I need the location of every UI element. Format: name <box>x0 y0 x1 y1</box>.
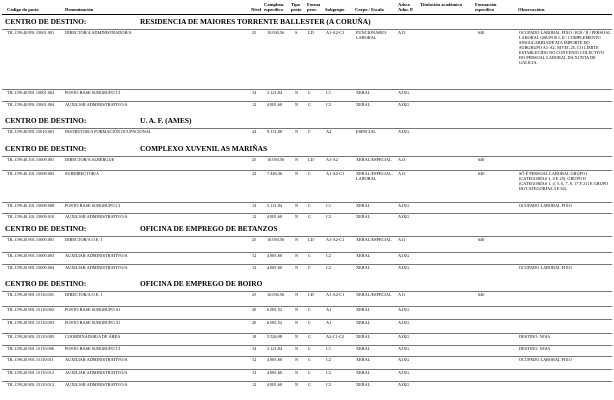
cell-den: AUXILIAR ADMINISTRATIVO/A <box>65 102 128 107</box>
cell-tipo: N <box>295 357 299 362</box>
cell-codigo: TIL.C99.20.901.15110.005 <box>7 334 54 339</box>
header-tipo-b: posto <box>291 7 302 12</box>
cell-tipo: N <box>295 265 299 270</box>
cell-forma: LD <box>308 237 314 242</box>
cell-codigo: TIL.C99.20.901.15110.001 <box>7 292 54 297</box>
header-rule <box>2 14 612 15</box>
cell-complem: 5.121,84 <box>267 90 283 95</box>
cell-adscr: A3XG <box>398 357 410 362</box>
header-formacion-b: específica <box>475 7 494 12</box>
cell-corpo: XERAL <box>356 90 371 95</box>
cell-nivel: 12 <box>252 382 257 387</box>
cell-subgrupo: C1 <box>326 346 332 351</box>
cell-corpo: XERAL <box>356 370 371 375</box>
table-row <box>0 171 614 191</box>
cell-den: POSTO BASE SUBGRUPO A1 <box>65 307 121 312</box>
table-row <box>0 265 614 273</box>
header-formacion-a: Formación <box>475 2 497 7</box>
cell-corpo: XERAL/ESPECIAL <box>356 292 392 297</box>
cell-nivel: 12 <box>252 102 257 107</box>
cell-den: POSTO BASE SUBGRUPO C1 <box>65 203 121 208</box>
table-row <box>0 292 614 300</box>
cell-forma: C <box>308 90 311 95</box>
cell-codigo: TIL.C99.40.101.15009.010 <box>7 214 55 219</box>
cell-adscr: A3XG <box>398 370 410 375</box>
centro-destino-heading <box>5 144 609 154</box>
cell-forma: C <box>308 171 311 176</box>
cell-obs: SÓ É PERSOAL LABORAL GRUPO I (CATEGORÍAS 1, 4 E 25), GRUPO II (CATEGORÍAS 1, 4, 5, 6, 7, 8, 17 E 21) E GRUPO III (CATEGORÍAS 4 E 62). <box>519 171 609 191</box>
cell-codigo: TIL.C99.20.901.15110.006 <box>7 346 54 351</box>
table-row <box>0 237 614 245</box>
header-nivel: Nivel <box>251 7 262 12</box>
centro-destino-name: COMPLEXO XUVENIL AS MARIÑAS <box>140 144 268 153</box>
cell-adscr: A3XG <box>398 203 410 208</box>
cell-tipo: N <box>295 171 299 176</box>
cell-corpo: XERAL/ESPECIAL <box>356 157 392 162</box>
cell-subgrupo: A1-A2-C1 <box>326 237 345 242</box>
cell-nivel: 20 <box>252 320 257 325</box>
cell-nivel: 12 <box>252 357 257 362</box>
table-row <box>0 30 614 65</box>
cell-nivel: 20 <box>252 307 257 312</box>
cell-forma: C <box>308 307 311 312</box>
cell-subgrupo: C2 <box>326 382 332 387</box>
cell-nivel: 12 <box>252 370 257 375</box>
cell-nivel: 12 <box>252 265 257 270</box>
cell-corpo: XERAL <box>356 346 371 351</box>
table-row <box>0 370 614 378</box>
cell-corpo: XERAL <box>356 357 371 362</box>
centro-destino-name: OFICINA DE EMPREGO DE BOIRO <box>140 279 263 288</box>
cell-codigo: TIL.C99.20.901.15110.012 <box>7 370 54 375</box>
cell-den: AUXILIAR ADMINISTRATIVO/A <box>65 357 128 362</box>
cell-complem: 4.881,60 <box>267 102 283 107</box>
cell-complem: 6.081,52 <box>267 320 283 325</box>
header-codigo: Código do posto <box>7 7 39 12</box>
cell-corpo: ESPECIAL <box>356 129 377 134</box>
cell-obs: DESTINO: NOIA <box>519 346 551 351</box>
header-titulacion: Titulación académica <box>420 2 462 7</box>
cell-obs: OCUPADO LABORAL FIXO <box>519 265 572 270</box>
cell-subgrupo: A1-A2-C1 <box>326 171 345 176</box>
cell-complem: 10.030,56 <box>267 292 285 297</box>
centro-destino-heading <box>5 116 609 126</box>
cell-codigo: TIL.C99.20.901.15110.002 <box>7 307 54 312</box>
cell-obs: DESTINO: NOIA <box>519 334 551 339</box>
table-row <box>0 214 614 222</box>
cell-subgrupo: C1 <box>326 90 332 95</box>
cell-den: INSTRUTOR/A FORMACIÓN OCUPACIONAL <box>65 129 152 134</box>
header-complem-a: Complem. <box>264 2 285 7</box>
cell-complem: 4.881,60 <box>267 370 283 375</box>
cell-complem: 4.881,60 <box>267 382 283 387</box>
cell-corpo: XERAL <box>356 203 371 208</box>
cell-forma: C <box>308 214 311 219</box>
cell-adscr: A3XG <box>398 253 410 258</box>
cell-codigo: TIL.C99.20.901.15000.003 <box>7 253 55 258</box>
cell-tipo: N <box>295 320 299 325</box>
cell-tipo: N <box>295 307 299 312</box>
cell-form: 640 <box>478 292 485 297</box>
cell-corpo: XERAL <box>356 253 371 258</box>
table-row <box>0 320 614 328</box>
cell-corpo: XERAL/ESPECIAL, LABORAL <box>356 171 393 181</box>
header-denominacion: Denominación <box>65 7 94 12</box>
cell-nivel: 24 <box>252 129 257 134</box>
cell-forma: C <box>308 265 311 270</box>
cell-corpo: XERAL/ESPECIAL <box>356 237 392 242</box>
cell-corpo: XERAL <box>356 320 371 325</box>
centro-destino-name: RESIDENCIA DE MAIORES TORRENTE BALLESTER (A CORUÑA) <box>140 17 371 26</box>
cell-adscr: A11 <box>398 237 406 242</box>
centro-destino-heading <box>5 224 609 234</box>
cell-codigo: TIL.C99.20.901.15000.004 <box>7 265 55 270</box>
cell-corpo: XERAL <box>356 307 371 312</box>
cell-complem: 5.526,98 <box>267 334 283 339</box>
cell-nivel: 12 <box>252 214 257 219</box>
cell-adscr: A3XG <box>398 320 410 325</box>
cell-complem: 5.121,84 <box>267 346 283 351</box>
cell-tipo: N <box>295 382 299 387</box>
cell-tipo: N <box>295 90 299 95</box>
cell-adscr: A3XG <box>398 334 410 339</box>
cell-den: AUXILIAR ADMINISTRATIVO/A <box>65 214 128 219</box>
cell-subgrupo: A1-A2 <box>326 157 338 162</box>
cell-den: COORDINADOR/A DE ÁREA <box>65 334 121 339</box>
table-row <box>0 90 614 98</box>
cell-nivel: 25 <box>252 30 257 35</box>
cell-subgrupo: C2 <box>326 370 332 375</box>
cell-nivel: 18 <box>252 334 257 339</box>
cell-den: AUXILIAR ADMINISTRATIVO/A <box>65 382 128 387</box>
cell-forma: C <box>308 102 311 107</box>
table-row <box>0 307 614 315</box>
cell-corpo: FUNCIONARIO/ LABORAL <box>356 30 387 40</box>
cell-tipo: S <box>295 30 298 35</box>
cell-nivel: 14 <box>252 346 257 351</box>
cell-complem: 10.030,56 <box>267 157 285 162</box>
cell-den: DIRECTOR/A ADMINISTRADOR/A <box>65 30 132 35</box>
cell-adscr: A3XG <box>398 265 410 270</box>
cell-forma: C <box>308 334 311 339</box>
cell-nivel: 25 <box>252 292 257 297</box>
table-row <box>0 253 614 261</box>
cell-form: 640 <box>478 30 485 35</box>
table-row <box>0 382 614 390</box>
cell-codigo: TIL.C99.40.101.15009.001 <box>7 157 55 162</box>
cell-tipo: N <box>295 203 299 208</box>
cell-subgrupo: C2 <box>326 214 332 219</box>
cell-codigo: TIL.C99.40.891.15001.001 <box>7 30 55 35</box>
cell-obs: OCUPADO LABORAL FIXO / B18 / II / PERSOAL LABORAL GRUPOS I, II / COMPLEMENTO SINGULARIDADE ATA IMPORTE DO SUBGRUPO A1-A2, NIVEL 25, CO LÍMITE ESTABLECIDO NO CONVENIO COLECTIVO DO PERSOAL LABORAL DA XUNTA DE GALICIA. <box>519 30 611 65</box>
header-tipo-a: Tipo <box>291 2 301 7</box>
header-subgrupo: Subgrupo <box>325 7 345 12</box>
cell-den: SUBDIRECTOR/A <box>65 171 100 176</box>
cell-subgrupo: C2 <box>326 357 332 362</box>
cell-complem: 4.881,60 <box>267 253 283 258</box>
cell-adscr: A3XG <box>398 214 410 219</box>
table-row <box>0 102 614 110</box>
cell-complem: 4.881,60 <box>267 357 283 362</box>
cell-corpo: XERAL <box>356 102 371 107</box>
header-adscr-a: Adscr. <box>398 2 411 7</box>
cell-tipo: N <box>295 292 299 297</box>
table-row <box>0 357 614 365</box>
header-complem-b: específico <box>264 7 283 12</box>
cell-complem: 4.881,60 <box>267 265 283 270</box>
cell-forma: C <box>308 346 311 351</box>
cell-codigo: TIL.C99.40.891.15010.001 <box>7 129 55 134</box>
cell-forma: C <box>308 253 311 258</box>
cell-nivel: 12 <box>252 253 257 258</box>
cell-complem: 10.030,56 <box>267 237 285 242</box>
cell-forma: LD <box>308 30 314 35</box>
table-row <box>0 346 614 354</box>
cell-codigo: TIL.C99.40.891.15001.002 <box>7 90 55 95</box>
cell-complem: 10.030,56 <box>267 30 285 35</box>
cell-tipo: N <box>295 129 299 134</box>
cell-adscr: A11 <box>398 292 406 297</box>
cell-codigo: TIL.C99.20.901.15110.003 <box>7 320 54 325</box>
table-row <box>0 203 614 211</box>
cell-den: POSTO BASE SUBGRUPO C1 <box>65 346 121 351</box>
cell-adscr: A3XG <box>398 90 410 95</box>
cell-obs: OCUPADO LABORAL FIXO <box>519 203 572 208</box>
header-forma-b: prov. <box>307 7 317 12</box>
cell-complem: 7.449,36 <box>267 171 283 176</box>
cell-tipo: N <box>295 370 299 375</box>
cell-complem: 5.121,84 <box>267 203 283 208</box>
header-forma-a: Forma <box>307 2 321 7</box>
cell-forma: LD <box>308 292 314 297</box>
centro-destino-heading <box>5 279 609 289</box>
cell-adscr: A13 <box>398 157 406 162</box>
cell-subgrupo: C1 <box>326 203 332 208</box>
cell-adscr: A3XG <box>398 346 410 351</box>
header-adscr-b: Adm. P. <box>398 7 414 12</box>
cell-den: POSTO BASE SUBGRUPO C1 <box>65 90 121 95</box>
cell-adscr: A13 <box>398 171 406 176</box>
cell-form: 640 <box>478 171 485 176</box>
cell-corpo: XERAL <box>356 334 371 339</box>
cell-den: AUXILIAR ADMINISTRATIVO/A <box>65 253 128 258</box>
centro-destino-label: CENTRO DE DESTINO: <box>5 17 87 26</box>
table-row <box>0 334 614 342</box>
cell-codigo: TIL.C99.20.901.15110.013 <box>7 382 54 387</box>
cell-nivel: 25 <box>252 237 257 242</box>
cell-codigo: TIL.C99.40.101.15009.008 <box>7 203 55 208</box>
cell-corpo: XERAL <box>356 382 371 387</box>
header-observacions: Observacións <box>518 7 545 12</box>
cell-nivel: 22 <box>252 171 257 176</box>
cell-subgrupo: A1 <box>326 320 332 325</box>
cell-adscr: A3XG <box>398 307 410 312</box>
cell-adscr: A3XG <box>398 102 410 107</box>
cell-forma: LD <box>308 157 314 162</box>
cell-tipo: N <box>295 237 299 242</box>
cell-forma: C <box>308 382 311 387</box>
cell-tipo: N <box>295 214 299 219</box>
cell-tipo: N <box>295 334 299 339</box>
cell-form: 640 <box>478 157 485 162</box>
cell-corpo: XERAL <box>356 214 371 219</box>
cell-nivel: 25 <box>252 157 257 162</box>
cell-den: AUXILIAR ADMINISTRATIVO/A <box>65 265 128 270</box>
cell-adscr: A3XG <box>398 129 410 134</box>
cell-den: DIRECTOR/A O.E. 1 <box>65 292 103 297</box>
cell-forma: C <box>308 320 311 325</box>
cell-tipo: N <box>295 157 299 162</box>
cell-corpo: XERAL <box>356 265 371 270</box>
header-corpo: Corpo / Escala <box>355 7 384 12</box>
centro-destino-label: CENTRO DE DESTINO: <box>5 279 87 288</box>
table-row <box>0 129 614 137</box>
cell-den: DIRECTOR/A O.E. 1 <box>65 237 103 242</box>
cell-subgrupo: C2 <box>326 253 332 258</box>
centro-destino-label: CENTRO DE DESTINO: <box>5 224 87 233</box>
cell-forma: C <box>308 370 311 375</box>
cell-subgrupo: C2 <box>326 265 332 270</box>
cell-subgrupo: A1-A2-C1 <box>326 292 345 297</box>
cell-forma: C <box>308 203 311 208</box>
centro-destino-name: U. A. F. (AMES) <box>140 116 192 125</box>
cell-den: AUXILIAR ADMINISTRATIVO/A <box>65 370 128 375</box>
cell-tipo: N <box>295 346 299 351</box>
cell-subgrupo: A1 <box>326 307 332 312</box>
cell-den: POSTO BASE SUBGRUPO A1 <box>65 320 121 325</box>
cell-forma: C <box>308 129 311 134</box>
centro-destino-label: CENTRO DE DESTINO: <box>5 144 87 153</box>
cell-form: 640 <box>478 237 485 242</box>
cell-complem: 4.881,60 <box>267 214 283 219</box>
cell-obs: OCUPADO LABORAL FIXO <box>519 357 572 362</box>
cell-nivel: 14 <box>252 90 257 95</box>
cell-subgrupo: A1-A2-C1 <box>326 30 345 35</box>
cell-subgrupo: A2-C1-C2 <box>326 334 345 339</box>
cell-complem: 9.131,88 <box>267 129 283 134</box>
cell-adscr: A3XG <box>398 382 410 387</box>
cell-adscr: A13 <box>398 30 406 35</box>
cell-subgrupo: C2 <box>326 102 332 107</box>
centro-destino-label: CENTRO DE DESTINO: <box>5 116 87 125</box>
cell-nivel: 14 <box>252 203 257 208</box>
centro-destino-name: OFICINA DE EMPREGO DE BETANZOS <box>140 224 278 233</box>
cell-codigo: TIL.C99.40.891.15001.004 <box>7 102 55 107</box>
cell-codigo: TIL.C99.20.901.15110.011 <box>7 357 54 362</box>
cell-den: DIRECTOR/A ALBERGUE <box>65 157 115 162</box>
centro-destino-heading <box>5 17 609 27</box>
table-row <box>0 157 614 165</box>
cell-subgrupo: A2 <box>326 129 332 134</box>
cell-complem: 6.081,52 <box>267 307 283 312</box>
cell-codigo: TIL.C99.40.101.15009.002 <box>7 171 55 176</box>
cell-tipo: N <box>295 102 299 107</box>
cell-tipo: N <box>295 253 299 258</box>
cell-forma: C <box>308 357 311 362</box>
cell-codigo: TIL.C99.20.901.15000.001 <box>7 237 55 242</box>
